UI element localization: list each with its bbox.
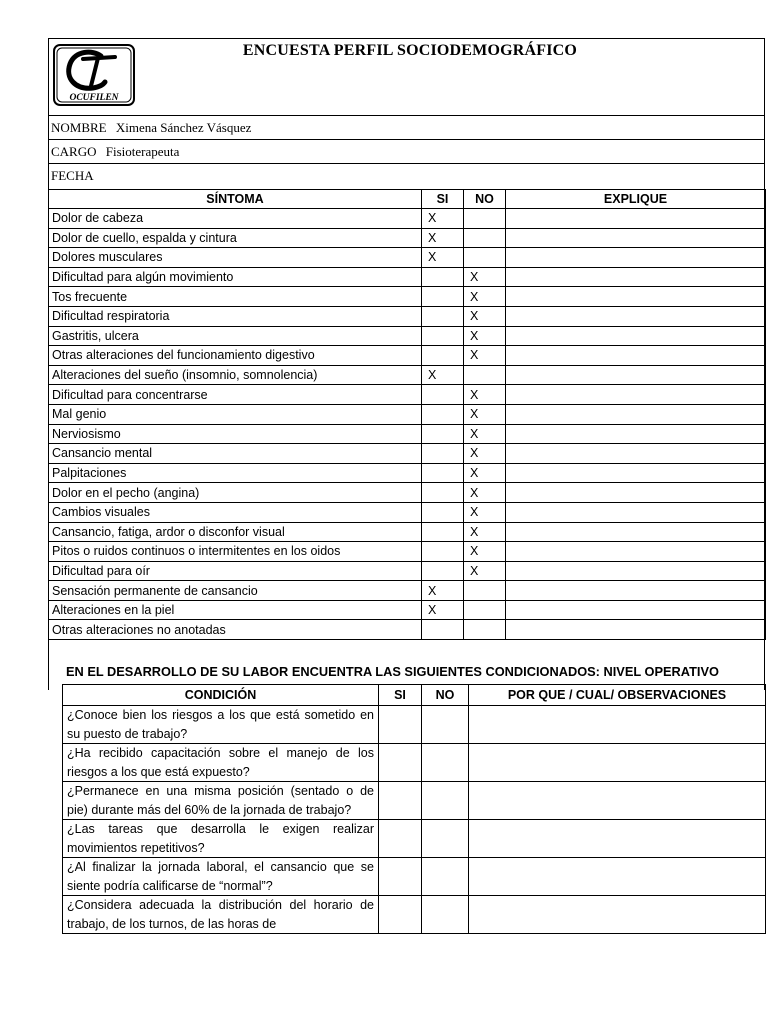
symptom-label: Otras alteraciones no anotadas xyxy=(49,620,422,640)
symptom-no-cell[interactable] xyxy=(464,209,506,229)
symptom-row xyxy=(49,248,766,268)
condition-no-cell[interactable] xyxy=(422,782,469,820)
condition-question: ¿Considera adecuada la distribución del horario de trabajo, de los turnos, de las horas de xyxy=(63,896,379,934)
symptom-explique-cell[interactable] xyxy=(506,248,766,268)
condition-question: ¿Al finalizar la jornada laboral, el cansancio que se siente podría calificarse de “normal”? xyxy=(63,858,379,896)
condition-observaciones-cell[interactable] xyxy=(469,896,766,934)
nombre-value[interactable]: Ximena Sánchez Vásquez xyxy=(115,120,252,135)
header-observaciones: POR QUE / CUAL/ OBSERVACIONES xyxy=(469,685,766,706)
symptom-label: Dificultad para algún movimiento xyxy=(49,267,422,287)
symptom-si-cell[interactable] xyxy=(422,483,464,503)
condition-row xyxy=(63,858,766,896)
symptom-explique-cell[interactable] xyxy=(506,522,766,542)
symptom-row xyxy=(49,463,766,483)
symptom-si-cell[interactable] xyxy=(422,444,464,464)
symptom-si-cell[interactable]: X xyxy=(422,209,464,229)
symptom-no-cell[interactable]: X xyxy=(464,267,506,287)
symptom-row xyxy=(49,600,766,620)
fecha-label: FECHA xyxy=(51,168,94,183)
symptom-si-cell[interactable] xyxy=(422,542,464,562)
cargo-row xyxy=(48,140,765,164)
symptom-row xyxy=(49,228,766,248)
conditions-table xyxy=(62,684,766,934)
symptom-explique-cell[interactable] xyxy=(506,404,766,424)
symptom-no-cell[interactable]: X xyxy=(464,424,506,444)
symptom-row xyxy=(49,306,766,326)
condition-no-cell[interactable] xyxy=(422,706,469,744)
symptom-si-cell[interactable]: X xyxy=(422,600,464,620)
symptom-si-cell[interactable]: X xyxy=(422,228,464,248)
symptom-explique-cell[interactable] xyxy=(506,365,766,385)
symptom-label: Palpitaciones xyxy=(49,463,422,483)
condition-observaciones-cell[interactable] xyxy=(469,820,766,858)
symptom-label: Dolor en el pecho (angina) xyxy=(49,483,422,503)
condition-si-cell[interactable] xyxy=(379,820,422,858)
symptom-si-cell[interactable] xyxy=(422,287,464,307)
symptom-explique-cell[interactable] xyxy=(506,326,766,346)
symptom-no-cell[interactable]: X xyxy=(464,502,506,522)
symptom-no-cell[interactable] xyxy=(464,248,506,268)
symptom-label: Alteraciones del sueño (insomnio, somnolencia) xyxy=(49,365,422,385)
symptom-label: Tos frecuente xyxy=(49,287,422,307)
symptom-si-cell[interactable] xyxy=(422,561,464,581)
symptom-si-cell[interactable] xyxy=(422,522,464,542)
nombre-label: NOMBRE xyxy=(51,120,107,135)
condition-si-cell[interactable] xyxy=(379,858,422,896)
symptom-no-cell[interactable]: X xyxy=(464,463,506,483)
symptom-no-cell[interactable]: X xyxy=(464,326,506,346)
symptom-si-cell[interactable] xyxy=(422,404,464,424)
header-condicion: CONDICIÓN xyxy=(63,685,379,706)
symptom-no-cell[interactable]: X xyxy=(464,483,506,503)
symptom-si-cell[interactable]: X xyxy=(422,581,464,601)
condition-si-cell[interactable] xyxy=(379,896,422,934)
symptom-row xyxy=(49,209,766,229)
condition-no-cell[interactable] xyxy=(422,896,469,934)
symptom-explique-cell[interactable] xyxy=(506,620,766,640)
symptom-si-cell[interactable] xyxy=(422,306,464,326)
symptom-explique-cell[interactable] xyxy=(506,581,766,601)
symptom-explique-cell[interactable] xyxy=(506,444,766,464)
fecha-row xyxy=(48,164,765,189)
condition-si-cell[interactable] xyxy=(379,706,422,744)
symptom-no-cell[interactable]: X xyxy=(464,444,506,464)
cargo-value[interactable]: Fisioterapeuta xyxy=(105,144,180,159)
symptom-explique-cell[interactable] xyxy=(506,561,766,581)
condition-no-cell[interactable] xyxy=(422,858,469,896)
condition-observaciones-cell[interactable] xyxy=(469,782,766,820)
header-sintoma: SÍNTOMA xyxy=(49,190,422,209)
header-cond-no: NO xyxy=(422,685,469,706)
symptom-si-cell[interactable] xyxy=(422,346,464,366)
condition-observaciones-cell[interactable] xyxy=(469,858,766,896)
symptom-label: Sensación permanente de cansancio xyxy=(49,581,422,601)
symptom-row xyxy=(49,444,766,464)
condition-si-cell[interactable] xyxy=(379,782,422,820)
condition-row xyxy=(63,896,766,934)
symptom-label: Dificultad respiratoria xyxy=(49,306,422,326)
symptoms-table-body xyxy=(49,209,766,640)
symptom-row xyxy=(49,620,766,640)
symptom-label: Mal genio xyxy=(49,404,422,424)
symptom-si-cell[interactable] xyxy=(422,463,464,483)
symptom-no-cell[interactable]: X xyxy=(464,522,506,542)
logo-graphic xyxy=(53,44,135,106)
header-explique: EXPLIQUE xyxy=(506,190,766,209)
symptom-explique-cell[interactable] xyxy=(506,424,766,444)
symptom-explique-cell[interactable] xyxy=(506,463,766,483)
symptom-explique-cell[interactable] xyxy=(506,346,766,366)
symptom-label: Cansancio, fatiga, ardor o disconfor visual xyxy=(49,522,422,542)
symptom-row xyxy=(49,483,766,503)
cargo-label: CARGO xyxy=(51,144,97,159)
symptom-explique-cell[interactable] xyxy=(506,385,766,405)
symptom-no-cell[interactable]: X xyxy=(464,346,506,366)
symptom-row xyxy=(49,346,766,366)
condition-row xyxy=(63,706,766,744)
symptom-label: Gastritis, ulcera xyxy=(49,326,422,346)
condition-no-cell[interactable] xyxy=(422,820,469,858)
condition-question: ¿Las tareas que desarrolla le exigen realizar movimientos repetitivos? xyxy=(63,820,379,858)
symptom-si-cell[interactable] xyxy=(422,424,464,444)
symptom-explique-cell[interactable] xyxy=(506,209,766,229)
symptom-row xyxy=(49,561,766,581)
symptom-label: Pitos o ruidos continuos o intermitentes en los oidos xyxy=(49,542,422,562)
header-si: SI xyxy=(422,190,464,209)
symptom-si-cell[interactable] xyxy=(422,385,464,405)
symptom-label: Dolor de cuello, espalda y cintura xyxy=(49,228,422,248)
symptom-label: Dificultad para concentrarse xyxy=(49,385,422,405)
symptom-row xyxy=(49,385,766,405)
company-logo xyxy=(53,44,135,106)
symptom-label: Cansancio mental xyxy=(49,444,422,464)
symptom-si-cell[interactable] xyxy=(422,326,464,346)
condition-question: ¿Conoce bien los riesgos a los que está sometido en su puesto de trabajo? xyxy=(63,706,379,744)
symptom-explique-cell[interactable] xyxy=(506,502,766,522)
nombre-row xyxy=(48,116,765,140)
symptom-explique-cell[interactable] xyxy=(506,228,766,248)
symptom-label: Cambios visuales xyxy=(49,502,422,522)
symptom-no-cell[interactable] xyxy=(464,365,506,385)
symptom-row xyxy=(49,404,766,424)
symptom-explique-cell[interactable] xyxy=(506,600,766,620)
symptom-label: Nerviosismo xyxy=(49,424,422,444)
symptom-explique-cell[interactable] xyxy=(506,267,766,287)
condition-question: ¿Permanece en una misma posición (sentado o de pie) durante más del 60% de la jornada de trabajo? xyxy=(63,782,379,820)
symptom-explique-cell[interactable] xyxy=(506,542,766,562)
symptom-explique-cell[interactable] xyxy=(506,287,766,307)
symptom-explique-cell[interactable] xyxy=(506,306,766,326)
symptom-row xyxy=(49,365,766,385)
form-title: ENCUESTA PERFIL SOCIODEMOGRÁFICO xyxy=(242,42,578,59)
symptom-row xyxy=(49,326,766,346)
symptom-no-cell[interactable]: X xyxy=(464,385,506,405)
symptom-no-cell[interactable]: X xyxy=(464,287,506,307)
header-no: NO xyxy=(464,190,506,209)
symptom-row xyxy=(49,542,766,562)
symptom-label: Dificultad para oír xyxy=(49,561,422,581)
conditions-table-body xyxy=(63,706,766,934)
symptom-no-cell[interactable] xyxy=(464,620,506,640)
symptom-no-cell[interactable] xyxy=(464,600,506,620)
symptom-row xyxy=(49,581,766,601)
condition-si-cell[interactable] xyxy=(379,744,422,782)
symptom-row xyxy=(49,522,766,542)
condition-row xyxy=(63,744,766,782)
symptom-no-cell[interactable]: X xyxy=(464,542,506,562)
symptom-row xyxy=(49,424,766,444)
condition-observaciones-cell[interactable] xyxy=(469,706,766,744)
symptom-no-cell[interactable] xyxy=(464,581,506,601)
condition-question: ¿Ha recibido capacitación sobre el manejo de los riesgos a los que está expuesto? xyxy=(63,744,379,782)
condition-no-cell[interactable] xyxy=(422,744,469,782)
symptom-row xyxy=(49,287,766,307)
symptom-si-cell[interactable]: X xyxy=(422,248,464,268)
symptom-no-cell[interactable]: X xyxy=(464,306,506,326)
symptom-si-cell[interactable]: X xyxy=(422,365,464,385)
symptom-si-cell[interactable] xyxy=(422,502,464,522)
symptom-label: Otras alteraciones del funcionamiento digestivo xyxy=(49,346,422,366)
symptom-no-cell[interactable]: X xyxy=(464,561,506,581)
symptom-si-cell[interactable] xyxy=(422,267,464,287)
symptom-row xyxy=(49,267,766,287)
symptom-label: Alteraciones en la piel xyxy=(49,600,422,620)
symptom-label: Dolores musculares xyxy=(49,248,422,268)
symptom-explique-cell[interactable] xyxy=(506,483,766,503)
symptom-no-cell[interactable]: X xyxy=(464,404,506,424)
conditions-section-title: EN EL DESARROLLO DE SU LABOR ENCUENTRA LAS SIGUIENTES CONDICIONADOS: NIVEL OPERATIVO xyxy=(66,664,719,679)
header-cond-si: SI xyxy=(379,685,422,706)
symptoms-table xyxy=(48,189,766,640)
symptom-no-cell[interactable] xyxy=(464,228,506,248)
symptom-label: Dolor de cabeza xyxy=(49,209,422,229)
symptom-si-cell[interactable] xyxy=(422,620,464,640)
condition-observaciones-cell[interactable] xyxy=(469,744,766,782)
svg-text:OCUFILEN: OCUFILEN xyxy=(69,93,119,103)
symptom-row xyxy=(49,502,766,522)
condition-row xyxy=(63,782,766,820)
condition-row xyxy=(63,820,766,858)
